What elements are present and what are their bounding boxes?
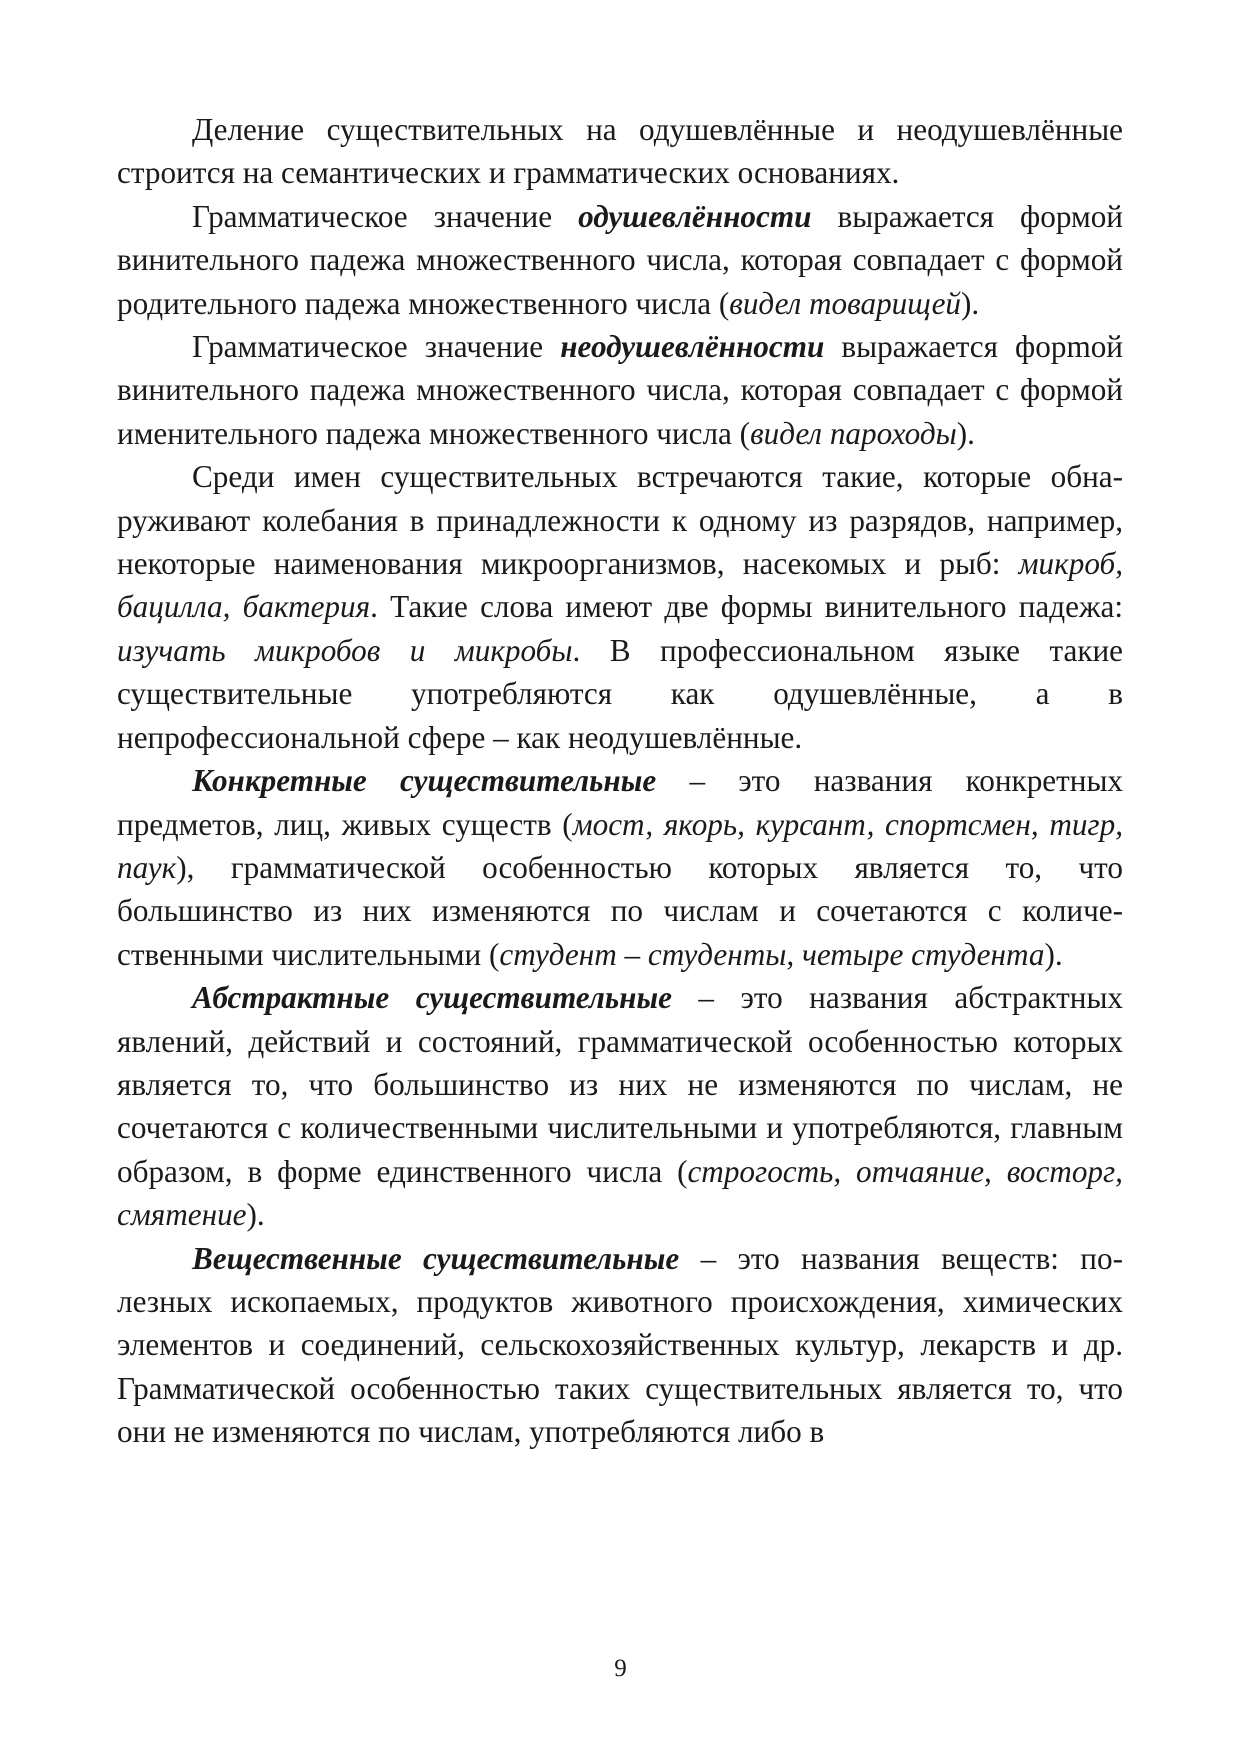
paragraph-3 bbox=[117, 325, 1123, 455]
bold-italic-term: одушевлённости bbox=[578, 198, 812, 234]
text-run: Среди имен существительных встречаются такие, которые обнаруживают колебания в принадлежности к одному из разрядов, например, некоторые наименования микроорганизмов, насекомых и рыб: bbox=[117, 459, 1123, 582]
page-number: 9 bbox=[614, 1655, 627, 1682]
paragraph-5 bbox=[117, 759, 1123, 976]
bold-italic-term: неодушевлённости bbox=[560, 329, 825, 365]
italic-example: изучать микробов и микробы bbox=[117, 632, 573, 668]
text-run: ). bbox=[246, 1197, 265, 1233]
italic-example: видел товарищей bbox=[729, 285, 962, 321]
text-run: ). bbox=[1044, 936, 1063, 972]
text-run: ). bbox=[956, 415, 975, 451]
text-run: . Такие слова имеют две формы винительного падежа: bbox=[370, 589, 1123, 625]
text-run: Грамматическое значение bbox=[192, 198, 579, 234]
bold-italic-term: Вещественные существительные bbox=[192, 1240, 680, 1276]
bold-italic-term: Конкретные существительные bbox=[192, 763, 657, 799]
text-run: – это названия абстрактных явлений, действий и состояний, грамматической особенностью которых является то, что большинство из них не изменяются по числам, не сочетаются с количественными числительными и употребляются, главным образом, в форме единственного числа ( bbox=[117, 980, 1123, 1189]
paragraph-7 bbox=[117, 1237, 1123, 1454]
italic-example: микроб, бацилла, бактерия bbox=[117, 546, 1123, 625]
italic-example: видел пароходы bbox=[750, 415, 957, 451]
text-run: . В профессиональном языке такие существительные употребляются как одушевлённые, а в непрофессиональной сфере – как неодушевлённые. bbox=[117, 632, 1124, 755]
text-run: Грамматическое значение bbox=[192, 329, 561, 365]
paragraph-4 bbox=[117, 455, 1123, 759]
text-run: – это названия конкретных предметов, лиц, живых существ ( bbox=[117, 763, 1123, 842]
italic-example: мост, якорь, курсант, спортсмен, тигр, паук bbox=[117, 806, 1123, 885]
italic-example: студент – студенты, четыре студента bbox=[499, 936, 1045, 972]
text-run: выражается формой винительного падежа множественного числа, которая совпадает с формой родительного падежа множественного числа ( bbox=[117, 198, 1123, 321]
italic-example: строгость, отчаяние, восторг, смятение bbox=[117, 1153, 1123, 1233]
text-run: Деление существительных на одушевлённые и неодушевлённые строится на семантических и грамматических основаниях. bbox=[117, 112, 1123, 191]
document-body bbox=[117, 108, 1123, 1454]
text-run: ). bbox=[961, 285, 980, 321]
text-run: выражается форmой винительного падежа множественного числа, которая совпадает с формой именительного падежа множественного числа ( bbox=[117, 329, 1123, 451]
bold-italic-term: Абстрактные существительные bbox=[192, 980, 672, 1016]
paragraph-6 bbox=[117, 976, 1123, 1236]
text-run: ), грамматической особенностью которых является то, что большинство из них изменяются по числам и сочетаются с количественными числительными ( bbox=[117, 849, 1123, 972]
text-run: – это названия веществ: полезных ископаемых, продуктов животного происхождения, химических элементов и соединений, сельскохозяйственных культур, лекарств и др. Грамматической особенностью таких существительных является то, что они не изменяются по числам, употребляются либо в bbox=[117, 1240, 1123, 1450]
paragraph-2 bbox=[117, 195, 1123, 325]
paragraph-1 bbox=[117, 108, 1123, 195]
